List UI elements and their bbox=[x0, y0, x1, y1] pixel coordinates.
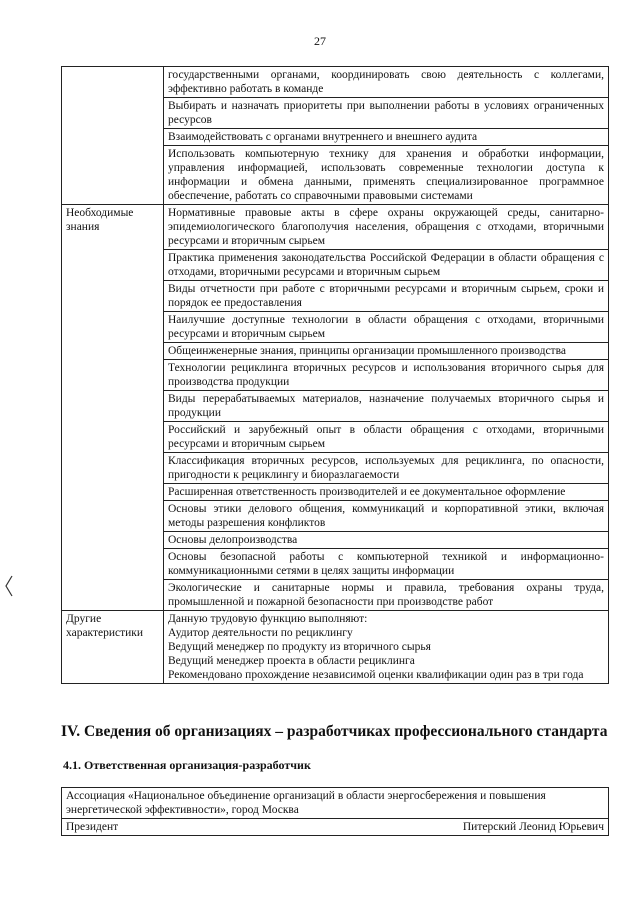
other-line: Ведущий менеджер по продукту из вторичного сырья bbox=[168, 641, 431, 653]
knowledge-item: Экологические и санитарные нормы и правила, требования охраны труда, промышленной и пожарной безопасности при производстве работ bbox=[164, 580, 609, 611]
other-characteristics-cell bbox=[164, 611, 609, 684]
knowledge-item: Общеинженерные знания, принципы организации промышленного производства bbox=[164, 343, 609, 360]
knowledge-item: Основы безопасной работы с компьютерной техникой и информационно-коммуникационными сетями в целях защиты информации bbox=[164, 549, 609, 580]
knowledge-item: Расширенная ответственность производителей и ее документальное оформление bbox=[164, 484, 609, 501]
knowledge-label: Необходимые знания bbox=[62, 205, 164, 611]
knowledge-item: Практика применения законодательства Российской Федерации в области обращения с отходами, вторичными ресурсами и вторичным сырьем bbox=[164, 250, 609, 281]
other-line: Аудитор деятельности по рециклингу bbox=[168, 627, 353, 639]
other-characteristics-label: Другие характеристики bbox=[62, 611, 164, 684]
other-line: Ведущий менеджер проекта в области рециклинга bbox=[168, 655, 415, 667]
knowledge-item: Основы этики делового общения, коммуникаций и корпоративной этики, включая методы разрешения конфликтов bbox=[164, 501, 609, 532]
section-heading: IV. Сведения об организациях – разработчиках профессионального стандарта bbox=[61, 723, 608, 740]
knowledge-item: Классификация вторичных ресурсов, используемых для рециклинга, по опасности, пригодности к рециклингу и биоразлагаемости bbox=[164, 453, 609, 484]
organization-signatory-row bbox=[62, 819, 609, 836]
knowledge-item: Виды перерабатываемых материалов, назначение получаемых вторичного сырья и продукции bbox=[164, 391, 609, 422]
knowledge-item: Виды отчетности при работе с вторичными ресурсами и вторичным сырьем, сроки и порядок ее предоставления bbox=[164, 281, 609, 312]
skill-item: Взаимодействовать с органами внутреннего и внешнего аудита bbox=[164, 129, 609, 146]
organization-table bbox=[61, 787, 609, 836]
knowledge-item: Нормативные правовые акты в сфере охраны окружающей среды, санитарно-эпидемиологического благополучия населения, обращения с отходами, вторичными ресурсами и вторичным сырьем bbox=[164, 205, 609, 250]
knowledge-item: Основы делопроизводства bbox=[164, 532, 609, 549]
signatory-name: Питерский Леонид Юрьевич bbox=[462, 821, 604, 833]
labor-function-table bbox=[61, 66, 609, 684]
skill-item: Выбирать и назначать приоритеты при выполнении работы в условиях ограниченных ресурсов bbox=[164, 98, 609, 129]
margin-mark bbox=[4, 575, 14, 597]
other-line: Данную трудовую функцию выполняют: bbox=[168, 613, 368, 625]
knowledge-item: Наилучшие доступные технологии в области обращения с отходами, вторичными ресурсами и вторичным сырьем bbox=[164, 312, 609, 343]
skills-label-cell bbox=[62, 67, 164, 205]
knowledge-item: Технологии рециклинга вторичных ресурсов и использования вторичного сырья для производства продукции bbox=[164, 360, 609, 391]
skill-item: Использовать компьютерную технику для хранения и обработки информации, управления информацией, использовать современные технологии доступа к информации и обмена данными, применять специализированное программное обеспечение, работать со справочными правовыми системами bbox=[164, 146, 609, 205]
organization-name: Ассоциация «Национальное объединение организаций в области энергосбережения и повышения энергетической эффективности», город Москва bbox=[62, 788, 609, 819]
subsection-heading: 4.1. Ответственная организация-разработчик bbox=[63, 758, 311, 772]
knowledge-item: Российский и зарубежный опыт в области обращения с отходами, вторичными ресурсами и вторичным сырьем bbox=[164, 422, 609, 453]
signatory-position: Президент bbox=[66, 821, 119, 833]
page-number: 27 bbox=[314, 34, 326, 48]
skill-item: государственными органами, координировать свою деятельность с коллегами, эффективно работать в команде bbox=[164, 67, 609, 98]
other-line: Рекомендовано прохождение независимой оценки квалификации один раз в три года bbox=[168, 669, 584, 681]
